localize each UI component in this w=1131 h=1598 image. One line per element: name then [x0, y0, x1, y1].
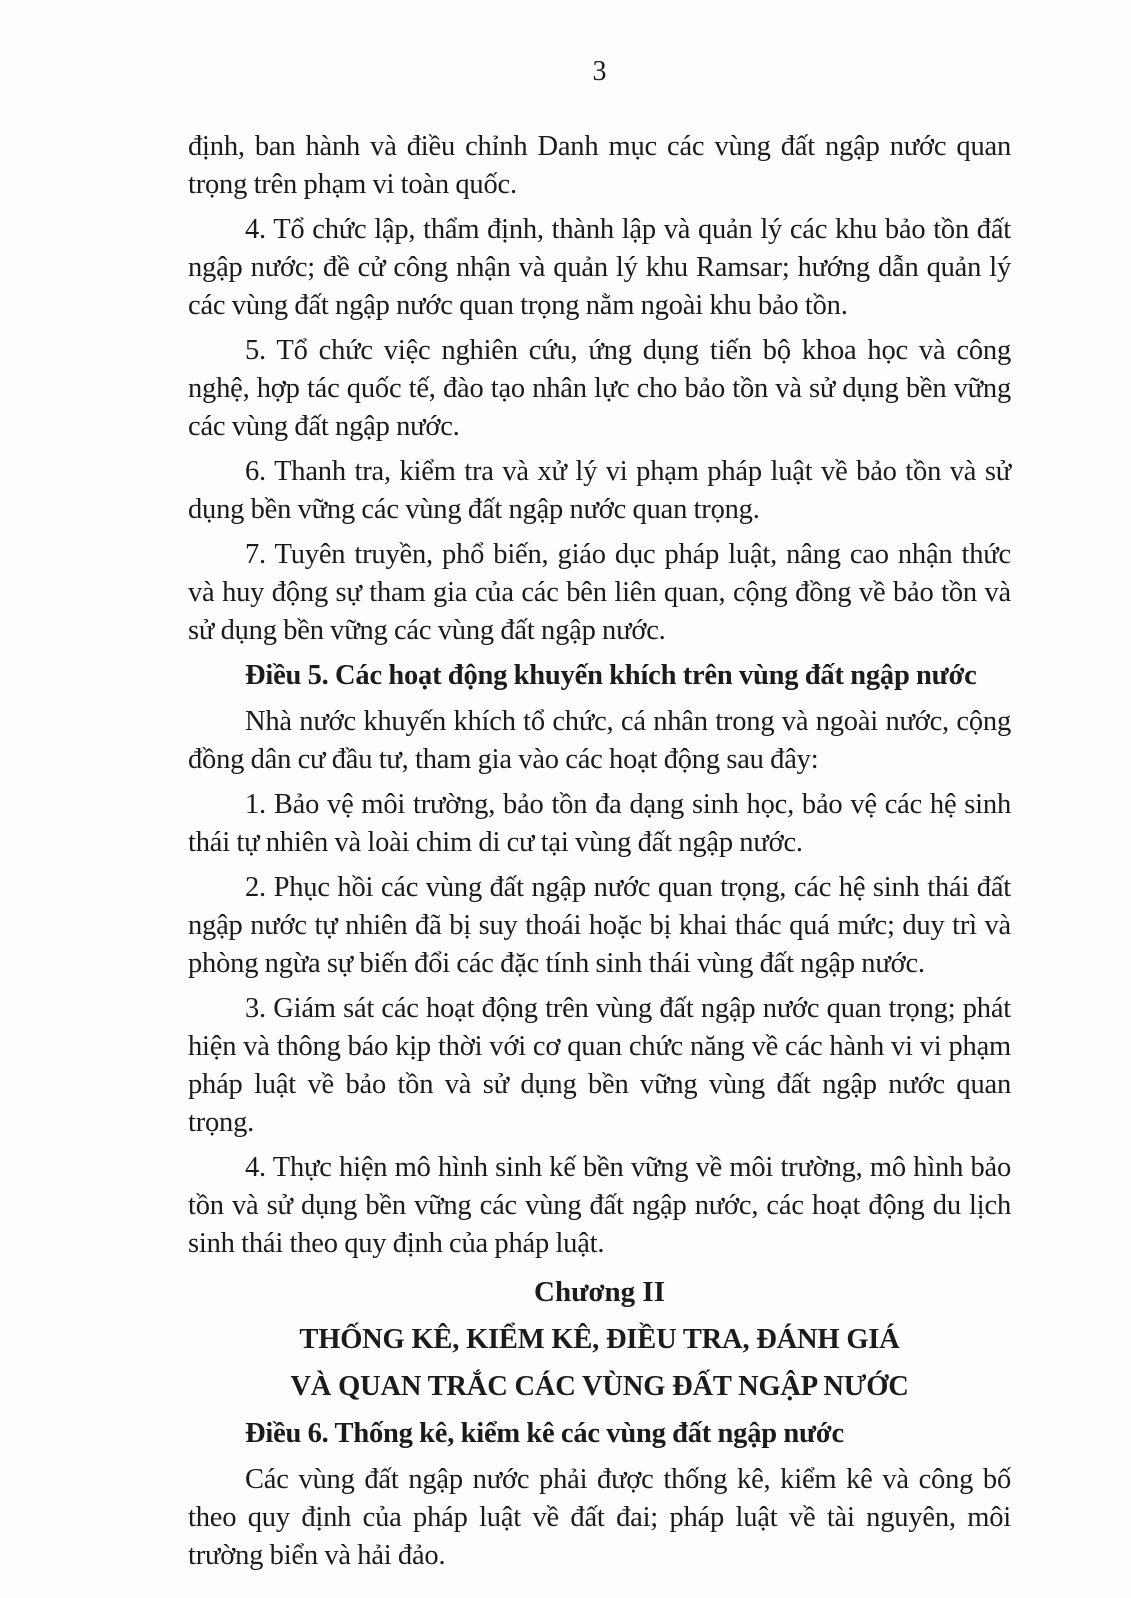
chapter-2-heading: [188, 1273, 1011, 1406]
article-6-heading: Điều 6. Thống kê, kiểm kê các vùng đất ngập nước: [245, 1418, 844, 1449]
chapter-2-title-line-1: THỐNG KÊ, KIỂM KÊ, ĐIỀU TRA, ĐÁNH GIÁ: [299, 1324, 900, 1355]
article-5-intro-paragraph: Nhà nước khuyến khích tổ chức, cá nhân trong và ngoài nước, cộng đồng dân cư đầu tư, tham gia vào các hoạt động sau đây:: [188, 706, 1011, 775]
article-5-item-4: 4. Thực hiện mô hình sinh kế bền vững về môi trường, mô hình bảo tồn và sử dụng bền vững các vùng đất ngập nước, các hoạt động du lịch sinh thái theo quy định của pháp luật.: [188, 1152, 1011, 1259]
chapter-2-title-line-2: VÀ QUAN TRẮC CÁC VÙNG ĐẤT NGẬP NƯỚC: [290, 1371, 909, 1402]
clause-7-paragraph: 7. Tuyên truyền, phổ biến, giáo dục pháp luật, nâng cao nhận thức và huy động sự tham gia của các bên liên quan, cộng đồng về bảo tồn và sử dụng bền vững các vùng đất ngập nước.: [188, 539, 1011, 646]
article-5-heading: Điều 5. Các hoạt động khuyến khích trên vùng đất ngập nước: [245, 660, 977, 691]
article-5-item-2: 2. Phục hồi các vùng đất ngập nước quan trọng, các hệ sinh thái đất ngập nước tự nhiên đã bị suy thoái hoặc bị khai thác quá mức; duy trì và phòng ngừa sự biến đổi các đặc tính sinh thái vùng đất ngập nước.: [188, 872, 1011, 979]
clause-4-paragraph: 4. Tổ chức lập, thẩm định, thành lập và quản lý các khu bảo tồn đất ngập nước; đề cử công nhận và quản lý khu Ramsar; hướng dẫn quản lý các vùng đất ngập nước quan trọng nằm ngoài khu bảo tồn.: [188, 214, 1011, 321]
continuation-paragraph: định, ban hành và điều chỉnh Danh mục các vùng đất ngập nước quan trọng trên phạm vi toàn quốc.: [188, 131, 1011, 200]
article-5-item-3: 3. Giám sát các hoạt động trên vùng đất ngập nước quan trọng; phát hiện và thông báo kịp thời với cơ quan chức năng về các hành vi vi phạm pháp luật về bảo tồn và sử dụng bền vững vùng đất ngập nước quan trọng.: [188, 993, 1011, 1138]
chapter-2-label: Chương II: [534, 1276, 665, 1308]
page-number: 3: [592, 56, 607, 87]
clause-6-paragraph: 6. Thanh tra, kiểm tra và xử lý vi phạm pháp luật về bảo tồn và sử dụng bền vững các vùng đất ngập nước quan trọng.: [188, 456, 1011, 525]
article-5-item-1: 1. Bảo vệ môi trường, bảo tồn đa dạng sinh học, bảo vệ các hệ sinh thái tự nhiên và loài chim di cư tại vùng đất ngập nước.: [188, 789, 1011, 858]
article-6-body-paragraph: Các vùng đất ngập nước phải được thống kê, kiểm kê và công bố theo quy định của pháp luật về đất đai; pháp luật về tài nguyên, môi trường biển và hải đảo.: [188, 1464, 1011, 1571]
clause-5-paragraph: 5. Tổ chức việc nghiên cứu, ứng dụng tiến bộ khoa học và công nghệ, hợp tác quốc tế, đào tạo nhân lực cho bảo tồn và sử dụng bền vững các vùng đất ngập nước.: [188, 335, 1011, 442]
